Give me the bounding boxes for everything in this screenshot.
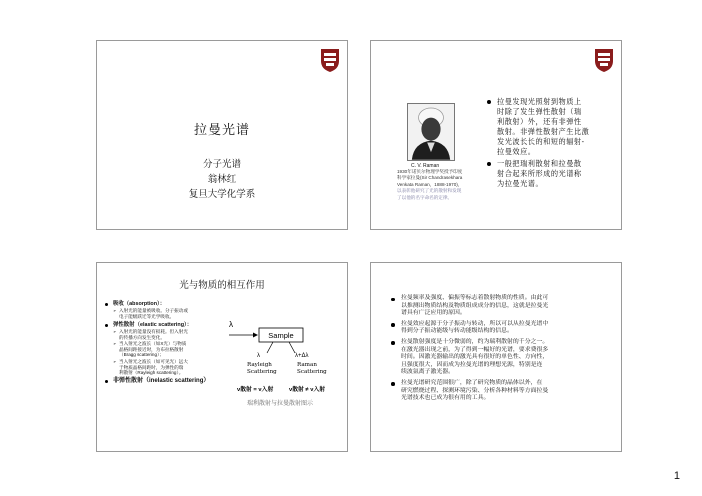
portrait-caption xyxy=(397,169,477,201)
list-item-absorption: 吸收（absorption）： ➢ 入射光的能量被吸收。分子振动或 电子能级跃迁等光学吸收。 xyxy=(105,301,245,320)
caption-line: 科学家拉曼(Sir Chandrasekhara xyxy=(397,175,463,181)
sub-item: ➢ 当入射光之波长（如X光）与物质 晶格间距接近时，为布拉格散射 （Bragg scattering）； xyxy=(113,341,245,358)
raman-beam xyxy=(289,342,295,353)
sub-item: ➢ 入射光的能量没有损耗。但入射光 的传播方向发生变化。 xyxy=(113,329,245,340)
author-name: 翁林红 xyxy=(207,174,237,185)
caption-line: Venkata Raman，1888-1970)， xyxy=(397,181,463,187)
raman-effect-bullets xyxy=(487,97,617,191)
incident-lambda-label: λ xyxy=(229,320,233,329)
page-number: 1 xyxy=(673,470,680,482)
raman-portrait-image xyxy=(407,103,455,161)
sample-label: Sample xyxy=(268,331,294,340)
sub-item: ➢ 入射光的能量被吸收。分子振动或 电子能级跃迁等光学吸收。 xyxy=(113,308,245,319)
fudan-emblem-icon xyxy=(319,47,341,73)
raman-applications-list xyxy=(391,295,619,406)
subtitle-block xyxy=(97,157,347,202)
slide-3 xyxy=(96,262,348,452)
rayleigh-beam xyxy=(267,342,273,353)
list-item-elastic: 弹性散射（elastic scattering）： ➢ 入射光的能量没有损耗。但入射光 的传播方向发生变化。 ➢ 当入射光之波长（如X光）与物质 晶格间距接近时，为布拉格散射 （Bragg scattering）； ➢ 当入射光之波长（如可见光）远大 于物质晶格间距时，为弹性的瑞 利散射（Rayleigh scattering）。 xyxy=(105,322,245,376)
bullet-item: 一般把瑞利散射和拉曼散 射合起来所形成的光谱称 为拉曼光谱。 xyxy=(487,159,617,189)
interaction-list xyxy=(105,301,245,385)
slide-title: 拉曼光谱 xyxy=(193,123,250,138)
slide-4 xyxy=(370,262,622,452)
bullet-item: 拉曼光谱研究范围很广，除了研究物质的晶体以外，在 研究燃烧过程、探测环境污染、分析各种材料等方面拉曼 光谱技术也已成为很有用的工具。 xyxy=(391,380,619,403)
slide-2 xyxy=(370,40,622,230)
slide-1 xyxy=(96,40,348,230)
slide-title: 光与物质的相互作用 xyxy=(179,280,265,291)
rayleigh-label-line: Rayleigh xyxy=(247,362,272,368)
bullet-item: 拉曼频率及强度、偏振等标志着散射物质的性质。由此可 以推测出物质结构及物质组成成分的信息，这就是拉曼光 谱具有广泛应用的原因。 xyxy=(391,295,619,318)
rayleigh-lambda-label: λ xyxy=(257,353,260,359)
rayleigh-formula: ν散射 = ν入射 xyxy=(237,387,274,393)
incident-arrowhead xyxy=(253,333,258,338)
portrait-name: C. V. Raman xyxy=(411,163,440,169)
raman-label-line: Raman xyxy=(297,362,317,368)
sub-item: ➢ 当入射光之波长（如可见光）远大 于物质晶格间距时，为弹性的瑞 利散射（Rayleigh scattering）。 xyxy=(113,359,245,376)
caption-line: 了以他的名字命名的定律。 xyxy=(397,194,453,200)
caption-line: 以表彰他研究了光的散射和发现 xyxy=(397,188,462,194)
raman-formula: ν散射 ≠ ν入射 xyxy=(289,387,326,393)
bullet-item: 拉曼发现光照射到物质上 时除了发生弹性散射（瑞 利散射）外，还有非弹性 散射。非弹性散射产生比激 发光波长长的和短的辐射- 拉曼效应。 xyxy=(487,97,617,157)
raman-lambda-label: λ+Δλ xyxy=(295,353,309,359)
raman-label-line: Scattering xyxy=(297,369,327,375)
bullet-item: 拉曼效应起源于分子振动与转动，所以可以从拉曼光谱中 得到分子振动能级与转动能级结构的信息。 xyxy=(391,321,619,336)
affiliation: 复旦大学化学系 xyxy=(188,189,256,200)
subtitle-topic: 分子光谱 xyxy=(202,159,241,170)
diagram-caption: 瑞利散射与拉曼散射图示 xyxy=(247,400,314,407)
fudan-emblem-icon xyxy=(593,47,615,73)
rayleigh-label-line: Scattering xyxy=(247,369,277,375)
bullet-item: 拉曼散射强度是十分微弱的，约为瑞利散射的千分之一。 在激光器出现之前，为了得到一幅好的光谱，要求费很多 时间。因激光器输出的激光具有很好的单色性、方向性， 且强度很大，因而成为拉曼光谱的理想光源，特别是连 续波氩离子激光器。 xyxy=(391,339,619,377)
caption-line: 1930年诺贝尔物理学奖授予印度 xyxy=(397,169,463,174)
list-item-inelastic: 非弹性散射（inelastic scattering） xyxy=(105,378,245,384)
